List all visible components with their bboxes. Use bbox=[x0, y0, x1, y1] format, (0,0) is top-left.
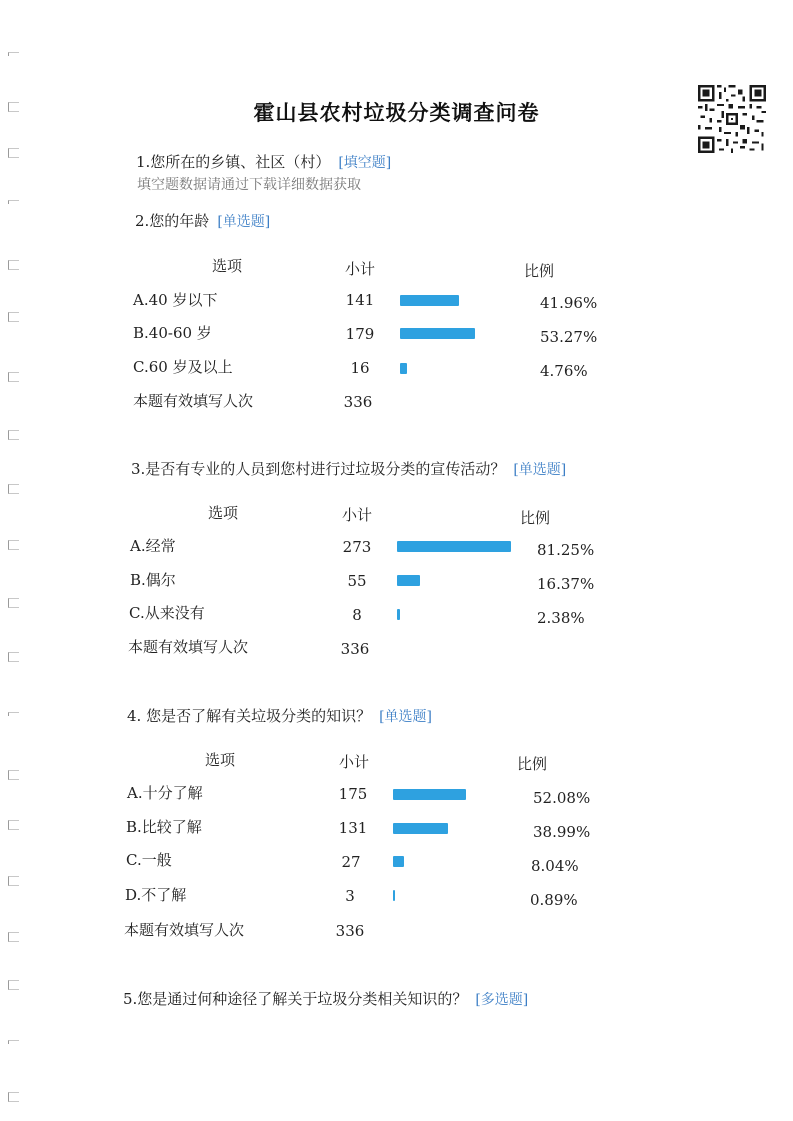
question-4 bbox=[127, 705, 432, 726]
q2-total: 336 bbox=[343, 393, 373, 411]
q4-total-label: 本题有效填写人次 bbox=[124, 921, 245, 939]
q2-bar-c bbox=[400, 363, 407, 374]
q4-count-d: 3 bbox=[345, 887, 355, 905]
q4-option-a: A.十分了解 bbox=[127, 784, 203, 802]
q2-pct-a: 41.96% bbox=[540, 294, 598, 312]
question-5 bbox=[123, 988, 528, 1009]
q3-header-option: 选项 bbox=[208, 504, 239, 522]
q3-pct-c: 2.38% bbox=[537, 609, 585, 627]
q3-option-b: B.偶尔 bbox=[130, 571, 176, 589]
q3-total: 336 bbox=[340, 640, 370, 658]
question-3 bbox=[131, 458, 566, 479]
q4-bar-d bbox=[393, 890, 395, 901]
margin-marks bbox=[0, 0, 30, 1121]
q4-count-a: 175 bbox=[338, 785, 368, 803]
q2-bar-a bbox=[400, 295, 459, 306]
q2-option-b: B.40-60 岁 bbox=[133, 324, 212, 342]
q3-bar-c bbox=[397, 609, 400, 620]
q3-pct-b: 16.37% bbox=[537, 575, 595, 593]
question-3-type-tag[interactable]: [单选题] bbox=[513, 462, 567, 478]
question-2 bbox=[135, 210, 270, 231]
question-1-label: 1.您所在的乡镇、社区（村） bbox=[136, 153, 331, 171]
q2-header-ratio: 比例 bbox=[524, 262, 555, 280]
q4-bar-b bbox=[393, 823, 448, 834]
q4-pct-a: 52.08% bbox=[533, 789, 591, 807]
q4-pct-d: 0.89% bbox=[530, 891, 578, 909]
q3-bar-b bbox=[397, 575, 420, 586]
question-2-label: 2.您的年龄 bbox=[135, 212, 210, 230]
page-title: 霍山县农村垃圾分类调查问卷 bbox=[253, 100, 540, 125]
question-1-type-tag[interactable]: [填空题] bbox=[338, 155, 392, 171]
question-5-type-tag[interactable]: [多选题] bbox=[475, 992, 529, 1008]
q4-pct-b: 38.99% bbox=[533, 823, 591, 841]
q3-count-b: 55 bbox=[347, 572, 367, 590]
q4-option-c: C.一般 bbox=[126, 851, 172, 869]
q2-header-option: 选项 bbox=[212, 257, 243, 275]
q2-header-count: 小计 bbox=[345, 260, 376, 278]
q3-count-c: 8 bbox=[352, 606, 362, 624]
q3-option-c: C.从来没有 bbox=[129, 604, 205, 622]
q2-pct-c: 4.76% bbox=[540, 362, 588, 380]
question-2-type-tag[interactable]: [单选题] bbox=[217, 214, 271, 230]
q4-header-count: 小计 bbox=[339, 753, 370, 771]
q4-header-ratio: 比例 bbox=[517, 755, 548, 773]
question-1 bbox=[136, 151, 391, 172]
q3-total-label: 本题有效填写人次 bbox=[128, 638, 249, 656]
q3-pct-a: 81.25% bbox=[537, 541, 595, 559]
question-5-label: 5.您是通过何种途径了解关于垃圾分类相关知识的？ bbox=[123, 990, 468, 1008]
question-4-label: 4. 您是否了解有关垃圾分类的知识？ bbox=[127, 707, 372, 725]
q2-option-c: C.60 岁及以上 bbox=[133, 358, 233, 376]
question-3-label: 3.是否有专业的人员到您村进行过垃圾分类的宣传活动？ bbox=[131, 460, 506, 478]
q3-option-a: A.经常 bbox=[130, 537, 176, 555]
q4-bar-c bbox=[393, 856, 404, 867]
q4-option-d: D.不了解 bbox=[125, 886, 187, 904]
q4-header-option: 选项 bbox=[205, 751, 236, 769]
question-4-type-tag[interactable]: [单选题] bbox=[379, 709, 433, 725]
q2-option-a: A.40 岁以下 bbox=[133, 291, 218, 309]
q4-count-b: 131 bbox=[338, 819, 368, 837]
q3-count-a: 273 bbox=[342, 538, 372, 556]
question-1-note: 填空题数据请通过下载详细数据获取 bbox=[137, 177, 361, 193]
q3-bar-a bbox=[397, 541, 511, 552]
q2-count-a: 141 bbox=[345, 291, 375, 309]
q2-total-label: 本题有效填写人次 bbox=[133, 392, 254, 410]
q4-total: 336 bbox=[335, 922, 365, 940]
q3-header-count: 小计 bbox=[342, 506, 373, 524]
q2-pct-b: 53.27% bbox=[540, 328, 598, 346]
q4-pct-c: 8.04% bbox=[531, 857, 579, 875]
q3-header-ratio: 比例 bbox=[520, 509, 551, 527]
q4-option-b: B.比较了解 bbox=[126, 818, 202, 836]
q2-count-b: 179 bbox=[345, 325, 375, 343]
q4-count-c: 27 bbox=[341, 853, 361, 871]
q2-bar-b bbox=[400, 328, 475, 339]
q4-bar-a bbox=[393, 789, 466, 800]
q2-count-c: 16 bbox=[350, 359, 370, 377]
